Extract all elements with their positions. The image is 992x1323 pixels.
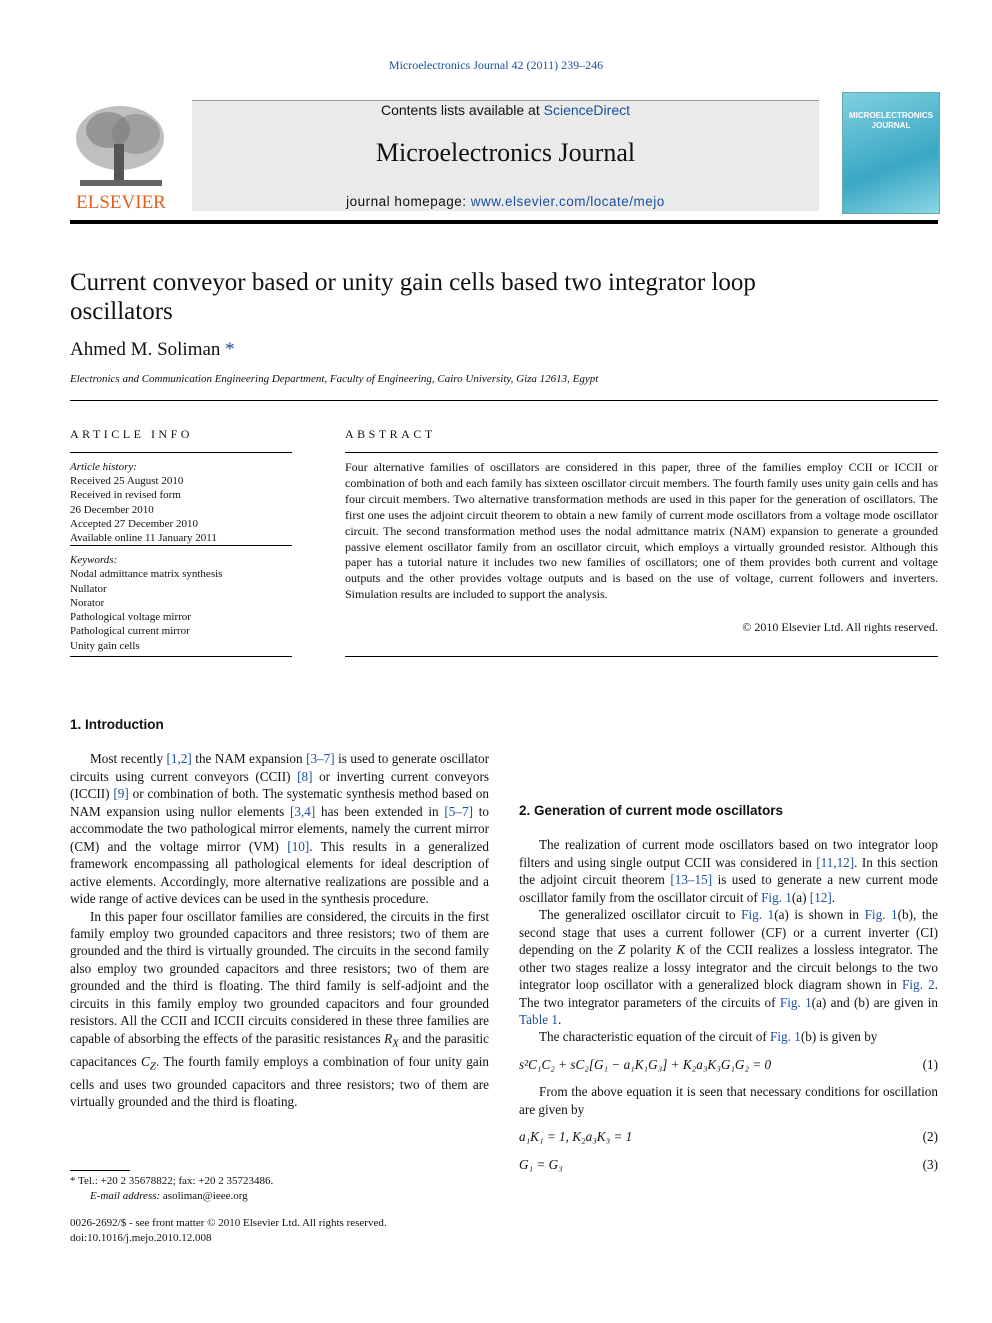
section-heading-introduction: 1. Introduction [70,717,164,732]
doi-line[interactable]: doi:10.1016/j.mejo.2010.12.008 [70,1231,212,1244]
divider [70,656,292,657]
article-history [70,460,295,545]
keywords-label: Keywords: [70,554,118,566]
divider [345,452,938,453]
fig-link[interactable]: Fig. 1 [741,907,775,923]
affiliation: Electronics and Communication Engineering Department, Faculty of Engineering, Cairo University, Giza 12613, Egypt [70,373,599,385]
footnote-mark: * [70,1175,76,1187]
equation-1-number: (1) [922,1056,938,1072]
email-link[interactable]: asoliman@ieee.org [160,1189,248,1202]
equation-3-number: (3) [922,1156,938,1172]
ref-link[interactable]: [5–7] [444,803,473,819]
author [70,339,235,361]
keyword-item: Pathological current mirror [70,625,190,638]
fig-link[interactable]: Fig. 1 [779,994,812,1010]
journal-cover[interactable] [842,92,940,214]
fig-link[interactable]: Fig. 1 [770,1029,801,1045]
footnote-rule [70,1170,130,1171]
ref-link[interactable]: [3–7] [306,751,335,767]
copyright: © 2010 Elsevier Ltd. All rights reserved. [742,620,938,634]
right-column [519,716,938,1183]
footnote-email: E-mail address: asoliman@ieee.org [90,1189,248,1202]
ref-link[interactable]: [12] [809,889,832,905]
sec2-paragraph-3: The characteristic equation of the circuit of Fig. 1(b) is given by [539,1029,878,1045]
fig-link[interactable]: Fig. 1 [864,907,898,923]
history-item: Accepted 27 December 2010 [70,517,198,530]
author-name: Ahmed M. Soliman [70,339,221,360]
ref-link[interactable]: [1,2] [166,751,192,767]
journal-reference[interactable]: Microelectronics Journal 42 (2011) 239–246 [388,58,604,72]
keyword-item: Pathological voltage mirror [70,611,191,624]
divider [70,545,292,546]
issn-line: 0026-2692/$ - see front matter © 2010 Elsevier Ltd. All rights reserved. [70,1217,387,1229]
history-item: 26 December 2010 [70,503,154,516]
equation-3-body: G₁ = G₃ [519,1156,563,1172]
fig-link[interactable]: Fig. 2 [902,977,935,993]
keyword-item: Nullator [70,582,107,595]
header-rule [70,220,938,224]
ref-link[interactable]: [13–15] [670,872,713,888]
equation-3 [519,1156,938,1173]
sciencedirect-link[interactable]: ScienceDirect [543,102,630,118]
ref-link[interactable]: [9] [113,786,129,802]
keywords [70,553,295,653]
history-label: Article history: [70,461,137,473]
intro-paragraph-2: In this paper four oscillator families are considered, the circuits in the first family employ two grounded capacitors and three resistors; two of them are grounded and the third is virtually grounded. The circuits in the second family also employ two grounded capacitors and three resistors; two of them are grounded and the third is floating. The third family is self-adjoint and the circuits in this family employ two grounded capacitors and four grounded resistors. All the CCII and ICCII circuits considered in these three families are capable of absorbing the effects of the parasitic resistances $R_X$ and the parasitic capacitances $C_Z$. The fourth family employs a combination of four unity gain cells and uses two grounded capacitors and three resistors; two of them are virtually grounded and the third is floating. [70,908,489,1110]
keyword-item: Unity gain cells [70,639,140,652]
abstract-heading: ABSTRACT [345,427,436,441]
article-title: Current conveyor based or unity gain cells based two integrator loop oscillators [70,269,756,325]
history-item: Received in revised form [70,489,181,502]
ref-link[interactable]: [11,12] [816,854,855,870]
journal-title: Microelectronics Journal [375,138,636,167]
publisher-name: ELSEVIER [76,192,166,212]
homepage-prefix: journal homepage: [346,194,471,209]
sec2-paragraph-2: The generalized oscillator circuit to Fig. 1(a) is shown in Fig. 1(b), the second stage that uses a current follower (CF) or a current inverter (CI) depending on the Z polarity K of the CCII realizes a lossless integrator. The other two stages realize a lossy integrator and the circuit belongs to the two integrator loop oscillator with a generalized block diagram shown in Fig. 2. The two integrator parameters of the circuits of Fig. 1(a) and (b) are given in Table 1. [519,907,939,1027]
table-link[interactable]: Table 1 [519,1011,558,1027]
contents-prefix: Contents lists available at [380,102,544,118]
divider [70,400,938,401]
left-column [70,716,489,1111]
section-heading-generation: 2. Generation of current mode oscillators [519,803,784,818]
ref-link[interactable]: [3,4] [289,803,316,819]
footnote-tel: * Tel.: +20 2 35678822; fax: +20 2 35723486. [70,1175,274,1187]
homepage-link[interactable]: www.elsevier.com/locate/mejo [470,194,665,209]
ref-link[interactable]: [10] [287,838,310,854]
divider [345,656,938,657]
homepage-line [192,194,819,209]
equation-1 [519,1056,938,1073]
equation-2 [519,1128,938,1145]
abstract-text: Four alternative families of oscillators are considered in this paper, three of the families employ CCII or ICCII or combination of both and each family has sixteen oscillator circuit members. The fourth family uses unity gain cells and has four circuit members. Two alternative transformation methods are used in this paper for the generation of oscillators. The first one uses the adjoint circuit theorem to obtain a new family of current mode oscillators from a voltage mode oscillator circuit. The second transformation method uses the nodal admittance matrix (NAM) expansion to generate a grounded passive element oscillator family from an oscillator circuit, which employs a virtually grounded resistor. Although this paper has a tutorial nature it includes two new families of oscillators; one of them provides both current and voltage outputs and the other provides voltage outputs and is based on the use of voltage, current followers and inverters. Simulation results are included to support the analysis. [345,460,938,602]
sec2-paragraph-1: The realization of current mode oscillators based on two integrator loop filters and using single output CCII was considered in [11,12]. In this section the adjoint circuit theorem [13–15] is used to generate a new current mode oscillator family from the oscillator circuit of Fig. 1(a) [12]. [519,837,938,905]
keyword-item: Norator [70,596,105,609]
divider [70,452,292,453]
history-item: Available online 11 January 2011 [70,532,217,545]
elsevier-tree-icon [70,100,172,212]
contents-line [192,102,819,118]
footnote [70,1174,273,1203]
keyword-item: Nodal admittance matrix synthesis [70,568,223,581]
equation-2-body: a₁K₁ = 1, K₂a₃K₃ = 1 [519,1129,633,1145]
equation-2-number: (2) [922,1129,938,1145]
issn-doi [70,1216,387,1245]
ref-link[interactable]: [8] [297,768,313,784]
history-item: Received 25 August 2010 [70,475,184,488]
cover-title: MICROELECTRONICS JOURNAL [849,111,933,130]
equation-1-body: s²C₁C₂ + sC₂[G₁ − a₁K₁G₃] + K₂a₃K₃G₁G₂ = 0 [519,1056,772,1072]
intro-paragraph-1: Most recently [1,2] the NAM expansion [3–7] is used to generate oscillator circuits using current conveyors (CCII) [8] or inverting current conveyors (ICCII) [9] or combination of both. The systematic synthesis method based on NAM expansion using nullor elements [3,4] has been extended in [5–7] to accommodate the two pathological mirror elements, namely the current mirror (CM) and the voltage mirror (VM) [10]. This results in a generalized framework encompassing all pathological elements for ideal description of active elements. Accordingly, more alternative realizations are possible and a wide range of active devices can be used in the synthesis procedure. [70,751,490,907]
intro-paragraph-2-end: . The fourth family employs a combination of four unity gain cells and uses two grounded capacitors and three resistors; two of them are virtually grounded and the third is floating. [70,1053,489,1110]
article-info-heading: ARTICLE INFO [70,427,193,441]
author-footnote-mark[interactable]: * [225,339,235,360]
fig-link[interactable]: Fig. 1 [761,889,792,905]
elsevier-logo [70,100,172,212]
sec2-paragraph-4: From the above equation it is seen that necessary conditions for oscillation are given by [519,1084,938,1117]
